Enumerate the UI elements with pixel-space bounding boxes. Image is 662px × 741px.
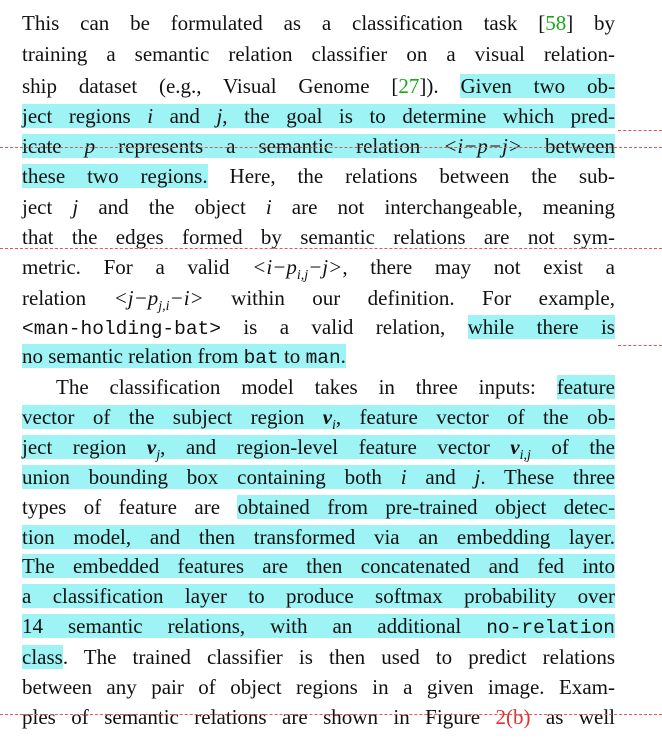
text-line: ship dataset (e.g., Visual Genome [27]). Given two ob- <box>22 74 615 98</box>
figure-link[interactable]: 2(b) <box>495 708 531 729</box>
highlight: no semantic relation from bat to man. <box>22 344 346 369</box>
text-line <box>22 432 615 462</box>
text-line: The classification model takes in three inputs: feature <box>56 375 615 399</box>
text-line <box>22 551 615 581</box>
dashed-rule <box>0 147 662 148</box>
highlight: class <box>22 645 63 669</box>
text-line: that the edges formed by semantic relations are not sym- <box>22 225 615 249</box>
text-line <box>22 581 615 611</box>
text-line <box>22 341 615 371</box>
citation-link[interactable]: 27 <box>398 74 420 98</box>
highlight: while there is <box>467 315 615 339</box>
text-line <box>22 101 615 131</box>
highlight: these two regions. <box>22 164 208 188</box>
text-line: class. The trained classifier is then used to predict relations <box>22 645 615 669</box>
citation-link[interactable]: 58 <box>545 11 567 35</box>
dashed-rule <box>0 248 662 249</box>
highlight: obtained from pre-trained object detec- <box>237 495 615 519</box>
text-line: between any pair of object regions in a given image. Exam- <box>22 675 615 699</box>
text-line: training a semantic relation classifier on a visual relation- <box>22 42 615 66</box>
highlight: feature <box>556 375 615 399</box>
highlight: union bounding box containing both i and j. These three <box>22 465 615 489</box>
text-line: <man-holding-bat> is a valid relation, while there is <box>22 315 615 340</box>
highlight: icate p represents a semantic relation <i−p−j> between <box>22 134 615 158</box>
highlight: Given two ob- <box>460 74 615 98</box>
highlight: vector of the subject region $v_i$, feature vector of the ob- <box>22 405 615 434</box>
margin-mark <box>618 345 662 346</box>
highlight: ject region $v_j$, and region-level feature vector $v_{i,j}$ of the <box>22 435 616 464</box>
highlight: ject regions i and j, the goal is to determine which pred- <box>22 104 615 128</box>
text-line <box>22 402 615 432</box>
highlight: 14 semantic relations, with an additional no-relation <box>22 614 615 639</box>
text-line <box>22 611 615 641</box>
highlight: The embedded features are then concatenated and fed into <box>22 554 615 578</box>
text-line: types of feature are obtained from pre-trained object detec- <box>22 495 615 519</box>
margin-mark <box>618 130 662 131</box>
text-line: ples of semantic relations are shown in Figure 2(b) as well <box>22 708 615 732</box>
text-line <box>22 131 615 161</box>
text-line: ject j and the object i are not interchangeable, meaning <box>22 195 616 219</box>
text-line: This can be formulated as a classification task [58] by <box>22 11 616 35</box>
cropped-bottom-line <box>0 708 662 741</box>
highlight: tion model, and then transformed via an embedding layer. <box>22 525 615 549</box>
text-line: metric. For a valid $<i-p_{i,j}-j>$, there may not exist a <box>22 255 615 284</box>
text-line <box>22 462 615 492</box>
dashed-rule <box>0 714 662 715</box>
highlight: a classification layer to produce softmax probability over <box>22 584 615 608</box>
text-line <box>22 522 615 552</box>
text-line: these two regions. Here, the relations between the sub- <box>22 164 615 188</box>
text-line: relation $<j-p_{j,i}-i>$ within our definition. For example, <box>22 286 616 315</box>
